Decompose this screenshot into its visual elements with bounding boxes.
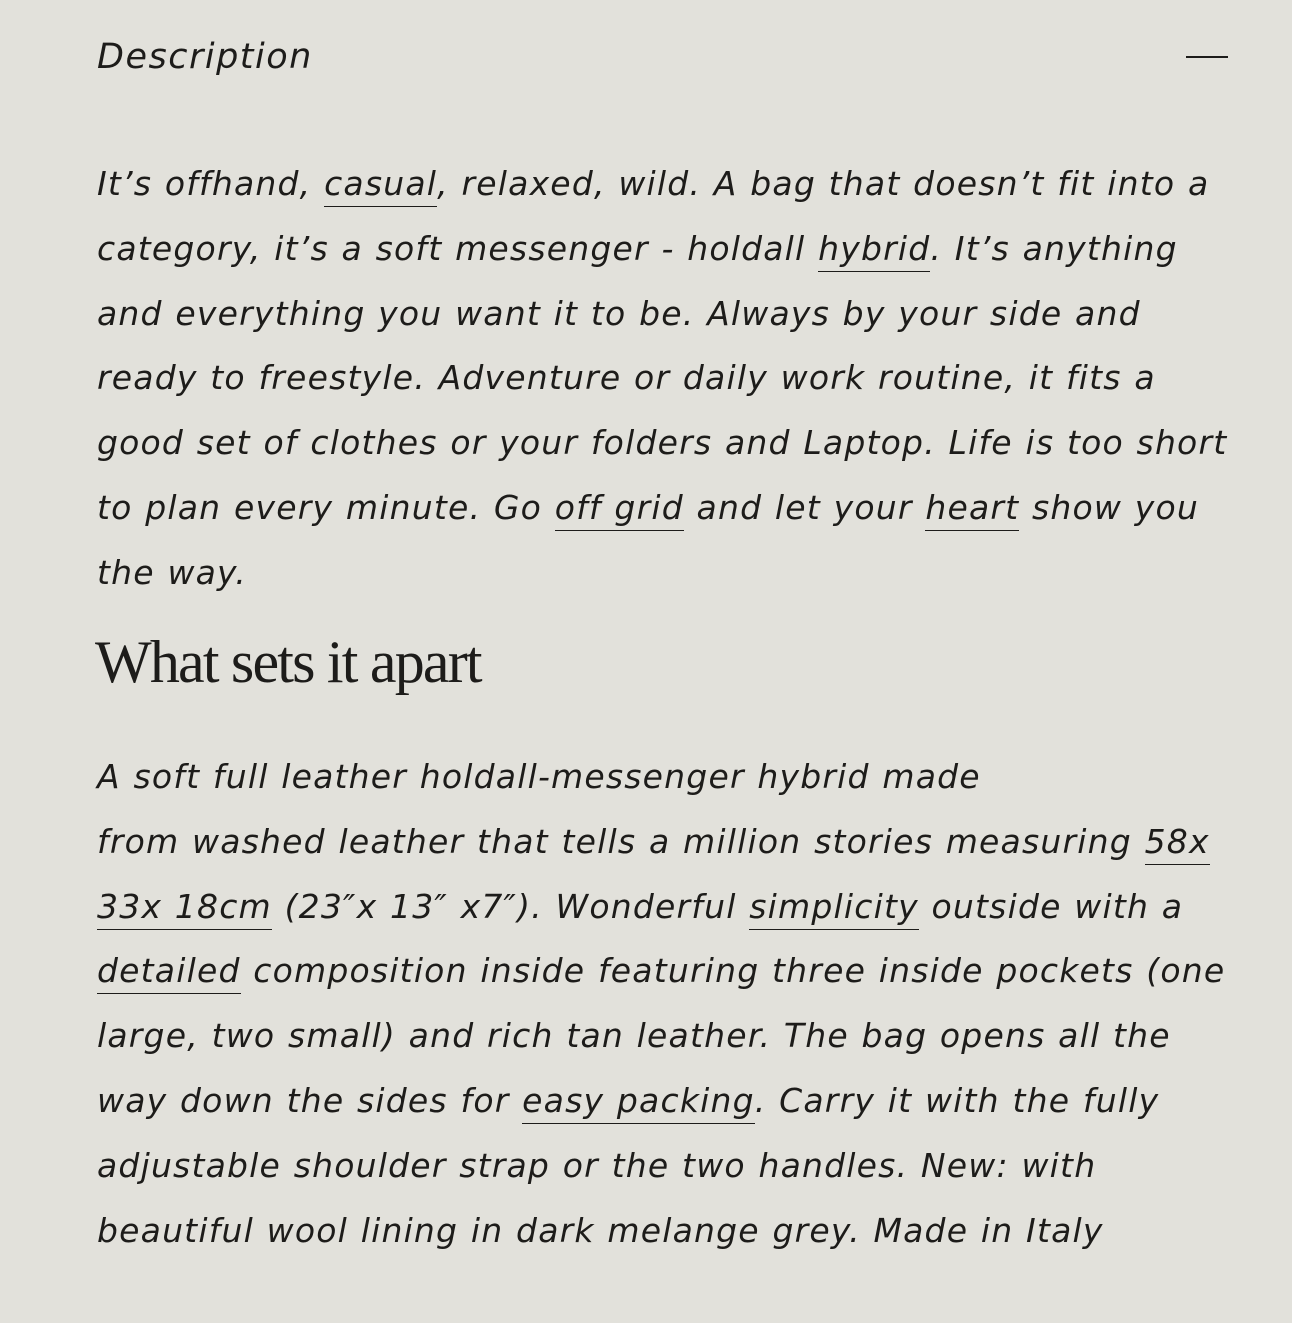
link-detailed[interactable]: detailed xyxy=(97,951,241,994)
section-heading: What sets it apart xyxy=(95,629,481,695)
link-heart[interactable]: heart xyxy=(925,488,1019,531)
text-line xyxy=(97,152,1257,217)
text-segment: and everything you want it to be. Always by your side and xyxy=(97,293,1141,333)
text-line xyxy=(97,1199,1257,1264)
text-line xyxy=(97,1069,1257,1134)
features-paragraph xyxy=(97,745,1257,1263)
description-accordion-header[interactable] xyxy=(97,22,1222,92)
minus-icon[interactable] xyxy=(1186,41,1228,73)
text-segment: (23″x 13″ x7″). Wonderful xyxy=(271,886,750,926)
text-segment: outside with a xyxy=(918,886,1184,926)
text-segment: A soft full leather holdall-messenger hybrid made xyxy=(97,757,981,796)
text-segment: , relaxed, wild. A bag that doesn’t fit into a xyxy=(437,164,1210,203)
text-segment: ready to freestyle. Adventure or daily work routine, it fits a xyxy=(97,358,1156,398)
text-line xyxy=(97,541,1257,606)
link-off-grid[interactable]: off grid xyxy=(555,488,684,531)
link-easy-packing[interactable]: easy packing xyxy=(522,1081,755,1124)
accordion-title: Description xyxy=(97,36,313,77)
text-segment: adjustable shoulder strap or the two handles. New: with xyxy=(97,1145,1097,1185)
link-58x[interactable]: 58x xyxy=(1145,822,1210,865)
text-segment: . It’s anything xyxy=(930,228,1178,268)
text-line xyxy=(97,810,1257,875)
text-segment: show you xyxy=(1019,487,1199,527)
text-segment: composition inside featuring three inside pockets (one xyxy=(240,951,1226,991)
text-line xyxy=(97,1004,1257,1069)
text-line xyxy=(97,939,1257,1004)
description-paragraph xyxy=(97,152,1257,606)
text-line xyxy=(97,282,1257,347)
text-segment: category, it’s a soft messenger - holdall xyxy=(97,228,819,268)
text-segment: beautiful wool lining in dark melange grey. Made in Italy xyxy=(97,1210,1104,1250)
text-line xyxy=(97,745,1257,810)
text-segment: to plan every minute. Go xyxy=(97,487,555,527)
text-segment: way down the sides for xyxy=(97,1080,523,1120)
text-line xyxy=(97,875,1257,940)
link-33x-18cm[interactable]: 33x 18cm xyxy=(97,887,272,930)
link-casual[interactable]: casual xyxy=(324,164,437,207)
text-segment: . Carry it with the fully xyxy=(754,1080,1160,1120)
text-line xyxy=(97,217,1257,282)
link-simplicity[interactable]: simplicity xyxy=(749,887,919,930)
text-segment: It’s offhand, xyxy=(97,164,325,203)
text-line xyxy=(97,346,1257,411)
text-line xyxy=(97,1134,1257,1199)
text-line xyxy=(97,476,1257,541)
link-hybrid[interactable]: hybrid xyxy=(818,229,930,272)
text-segment: and let your xyxy=(683,487,926,527)
text-segment: good set of clothes or your folders and Laptop. Life is too short xyxy=(97,423,1228,463)
text-segment: the way. xyxy=(97,552,247,592)
text-line xyxy=(97,411,1257,476)
text-segment: from washed leather that tells a million stories measuring xyxy=(97,821,1145,861)
text-segment: large, two small) and rich tan leather. The bag opens all the xyxy=(97,1016,1171,1056)
